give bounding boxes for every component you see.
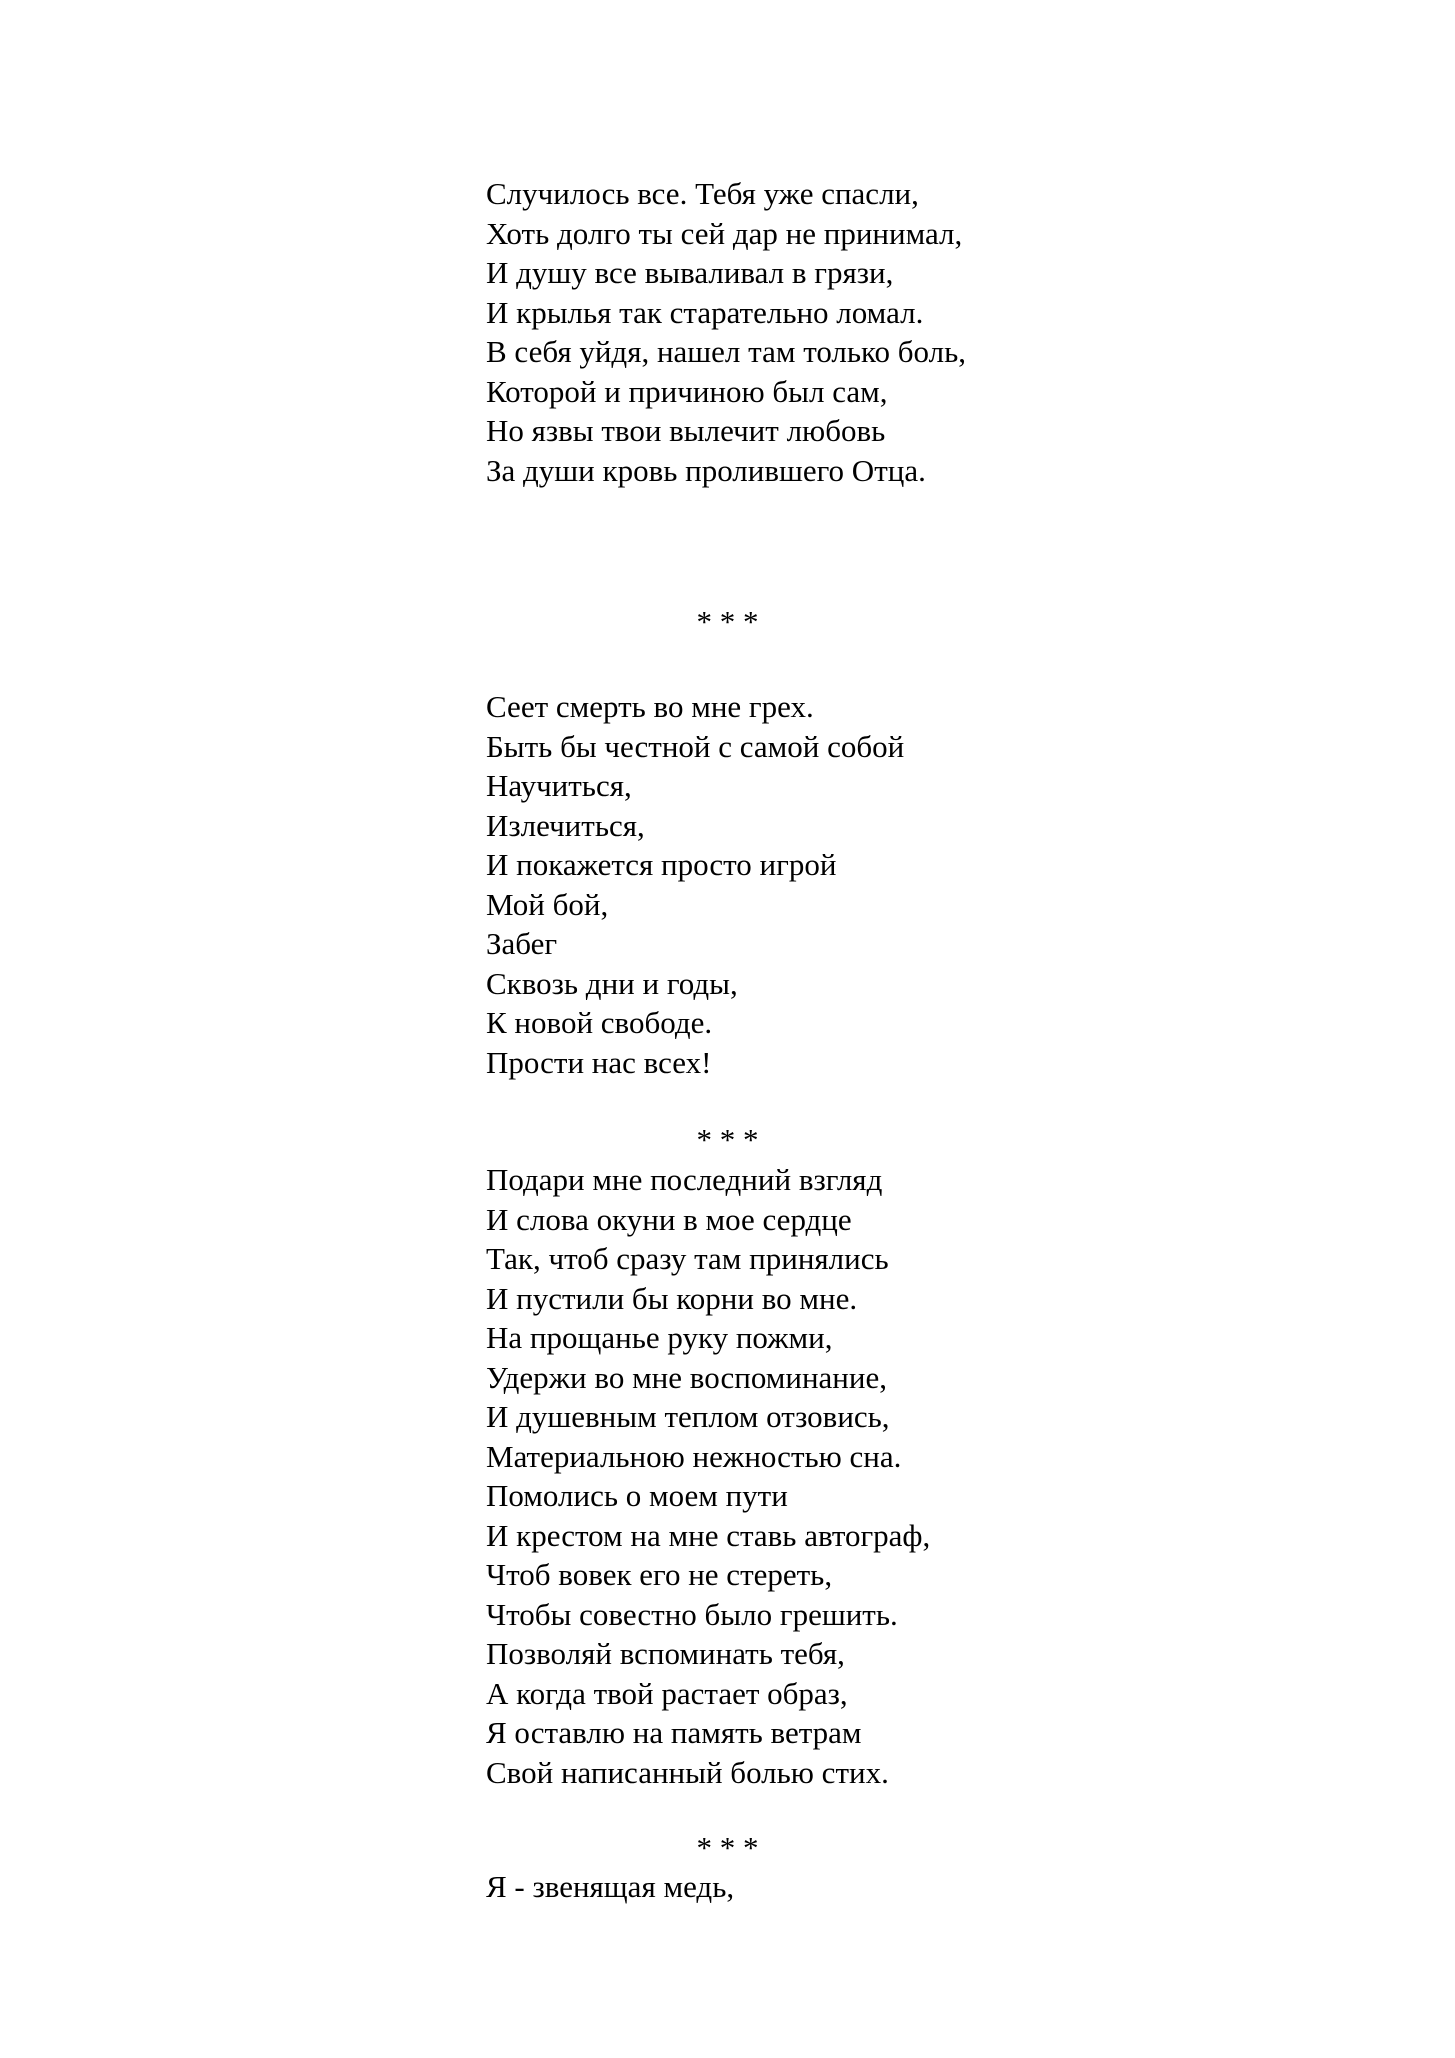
poem-line: Позволяй вспоминать тебя, xyxy=(486,1636,845,1671)
poem-line: И пустили бы корни во мне. xyxy=(486,1280,858,1316)
poem-line: Излечиться, xyxy=(486,807,645,843)
poem-line: Мой бой, xyxy=(486,886,609,922)
poem-line: Научиться, xyxy=(486,768,632,803)
poem-line: В себя уйдя, нашел там только боль, xyxy=(486,334,967,369)
poem-line: И покажется просто игрой xyxy=(486,847,837,882)
poem-line: Подари мне последний взгляд xyxy=(486,1162,883,1197)
poem-line: И душевным теплом отзовись, xyxy=(486,1399,890,1434)
poem-1 xyxy=(486,174,966,490)
poem-line: К новой свободе. xyxy=(486,1005,713,1040)
poem-line: Удержи во мне воспоминание, xyxy=(486,1359,887,1395)
poem-line: Я - звенящая медь, xyxy=(486,1869,735,1904)
poem-line: Сеет смерть во мне грех. xyxy=(486,689,814,724)
poem-line: Чтоб вовек его не стереть, xyxy=(486,1557,833,1592)
poem-line: Которой и причиною был сам, xyxy=(486,373,888,409)
poem-line: Так, чтоб сразу там принялись xyxy=(486,1241,889,1276)
section-separator: * * * xyxy=(696,1122,759,1157)
section-separator: * * * xyxy=(696,604,759,639)
poem-line: Забег xyxy=(486,926,558,961)
poem-line: И душу все вываливал в грязи, xyxy=(486,255,894,290)
poem-3 xyxy=(486,1160,930,1792)
poem-line: Быть бы честной с самой собой xyxy=(486,728,905,764)
poem-line: Материальною нежностью сна. xyxy=(486,1438,902,1474)
poem-line: Я оставлю на память ветрам xyxy=(486,1715,862,1750)
section-separator: * * * xyxy=(696,1830,759,1865)
poem-line: И крылья так старательно ломал. xyxy=(486,294,924,330)
poem-line: Хоть долго ты сей дар не принимал, xyxy=(486,215,963,251)
poem-line: Чтобы совестно было грешить. xyxy=(486,1596,898,1632)
poem-2 xyxy=(486,687,904,1082)
poem-line: Сквозь дни и годы, xyxy=(486,965,738,1001)
poem-line: Но язвы твои вылечит любовь xyxy=(486,413,886,448)
poem-line: И слова окуни в мое сердце xyxy=(486,1201,852,1237)
poem-line: Свой написанный болью стих. xyxy=(486,1754,889,1790)
poem-line: Прости нас всех! xyxy=(486,1044,712,1080)
poem-line: За души кровь пролившего Отца. xyxy=(486,452,926,488)
poem-line: На прощанье руку пожми, xyxy=(486,1320,833,1355)
poem-line: Случилось все. Тебя уже спасли, xyxy=(486,176,919,211)
poem-line: И крестом на мне ставь автограф, xyxy=(486,1517,931,1553)
poem-line: А когда твой растает образ, xyxy=(486,1675,848,1711)
poem-4 xyxy=(486,1867,734,1907)
poem-line: Помолись о моем пути xyxy=(486,1478,788,1513)
